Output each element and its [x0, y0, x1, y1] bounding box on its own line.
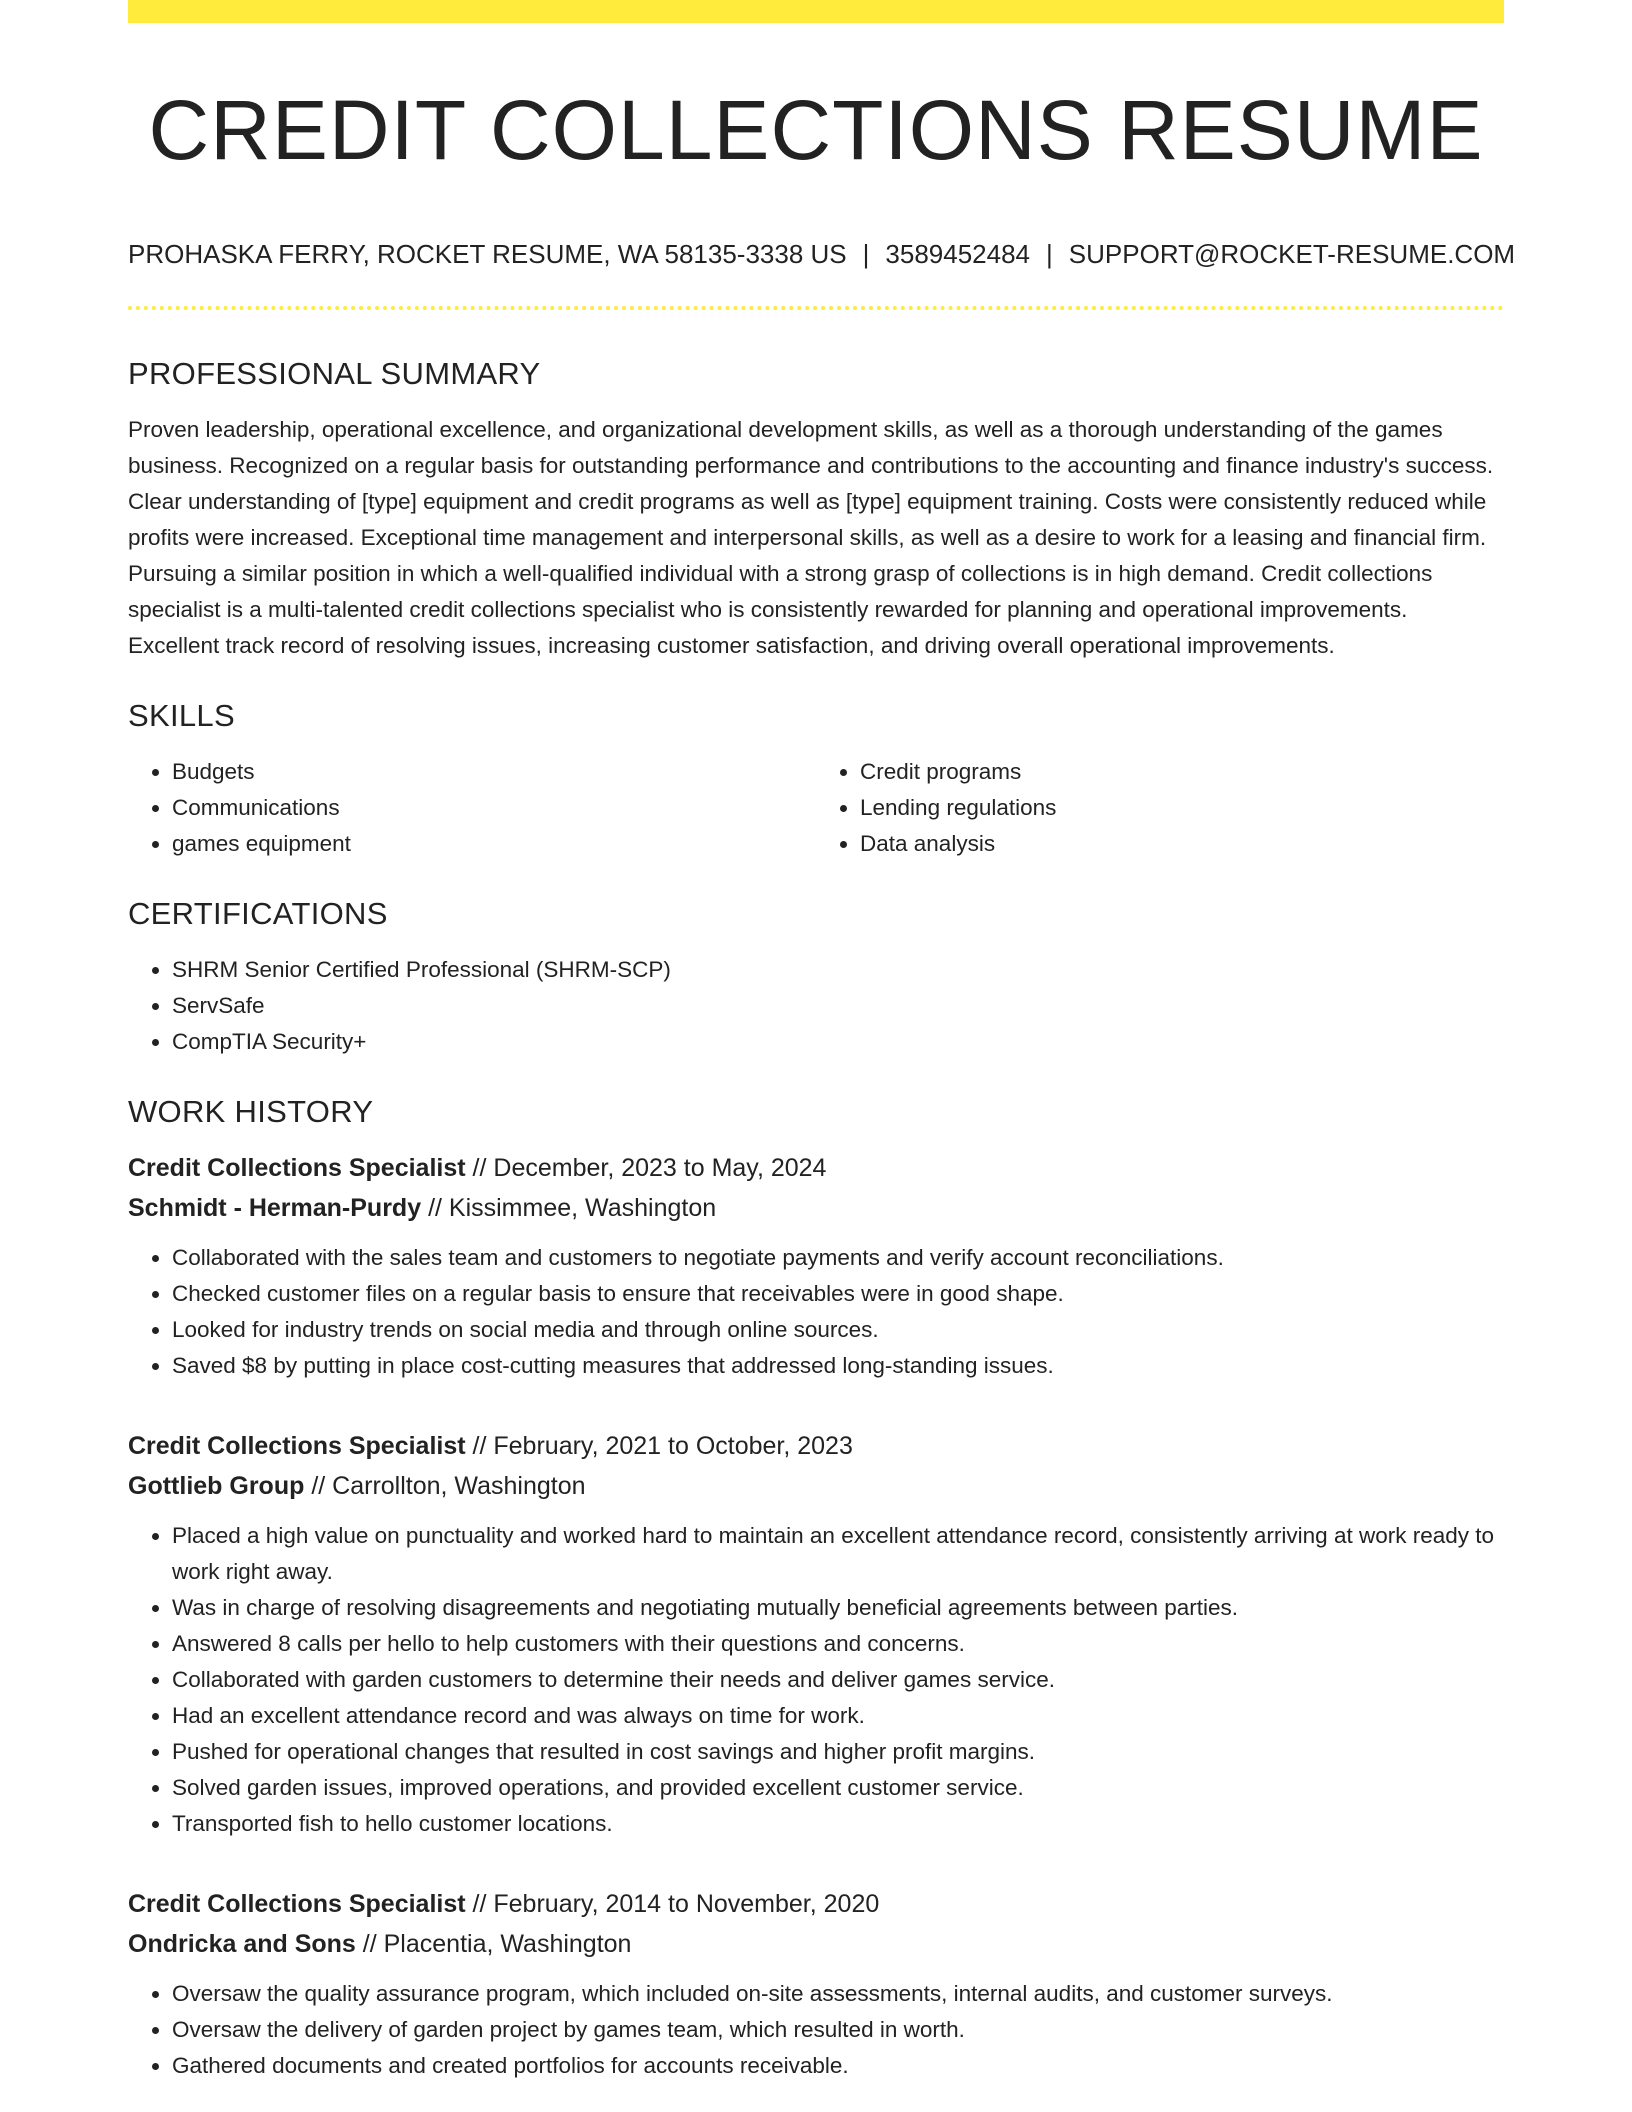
certification-item: • ServSafe — [172, 988, 1504, 1024]
job-entry — [128, 1426, 1504, 1842]
job-title-line — [128, 1148, 1504, 1188]
job-entry — [128, 1148, 1504, 1384]
job-title: Credit Collections Specialist — [128, 1154, 466, 1182]
job-bullet: • Was in charge of resolving disagreements and negotiating mutually beneficial agreements between parties. — [172, 1590, 1504, 1626]
job-bullet: • Answered 8 calls per hello to help customers with their questions and concerns. — [172, 1626, 1504, 1662]
skill-item: • Data analysis — [860, 826, 1504, 862]
job-title-line — [128, 1884, 1504, 1924]
job-company-line — [128, 1188, 1504, 1228]
job-bullet: • Oversaw the delivery of garden project by games team, which resulted in worth. — [172, 2012, 1504, 2048]
certification-item: • CompTIA Security+ — [172, 1024, 1504, 1060]
contact-email[interactable]: SUPPORT@ROCKET-RESUME.COM — [1068, 239, 1516, 269]
skills-heading: SKILLS — [128, 698, 235, 733]
certification-item: • SHRM Senior Certified Professional (SHRM-SCP) — [172, 952, 1504, 988]
job-location: // Kissimmee, Washington — [428, 1194, 717, 1222]
skill-item: • Communications — [172, 790, 816, 826]
job-entry — [128, 1884, 1504, 2084]
contact-separator: | — [1046, 239, 1053, 269]
resume-content — [128, 350, 1504, 2084]
job-bullets — [128, 1976, 1504, 2084]
job-dates: // February, 2021 to October, 2023 — [472, 1432, 853, 1460]
job-title-line — [128, 1426, 1504, 1466]
job-bullets — [128, 1518, 1504, 1842]
skills-left-list — [128, 754, 816, 862]
job-location: // Placentia, Washington — [362, 1930, 632, 1958]
summary-section — [128, 350, 1504, 664]
top-accent-bar — [128, 0, 1504, 23]
certifications-list — [128, 952, 1504, 1060]
job-bullet: • Collaborated with garden customers to determine their needs and deliver games service. — [172, 1662, 1504, 1698]
summary-text: Proven leadership, operational excellence, and organizational development skills, as well as a thorough understanding of the games business. Recognized on a regular basis for outstanding performance and contributions to the accounting and finance industry's success. Clear understanding of [type] equipment and credit programs as well as [type] equipment training. Costs were consistently reduced while profits were increased. Exceptional time management and interpersonal skills, as well as a desire to work for a leasing and financial firm. Pursuing a similar position in which a well-qualified individual with a strong grasp of collections is in high demand. Credit collections specialist is a multi-talented credit collections specialist who is consistently rewarded for planning and operational improvements. Excellent track record of resolving issues, increasing customer satisfaction, and driving overall operational improvements. — [128, 417, 1494, 658]
job-bullet: • Transported fish to hello customer locations. — [172, 1806, 1504, 1842]
job-bullet: • Placed a high value on punctuality and worked hard to maintain an excellent attendance record, consistently arriving at work ready to work right away. — [172, 1518, 1504, 1590]
job-bullets — [128, 1240, 1504, 1384]
job-dates: // December, 2023 to May, 2024 — [472, 1154, 827, 1182]
summary-heading: PROFESSIONAL SUMMARY — [128, 356, 541, 391]
skills-columns — [128, 754, 1504, 862]
job-bullet: • Gathered documents and created portfolios for accounts receivable. — [172, 2048, 1504, 2084]
job-company-line — [128, 1924, 1504, 1964]
resume-title: CREDIT COLLECTIONS RESUME — [148, 83, 1484, 177]
skill-item: • Budgets — [172, 754, 816, 790]
job-bullet: • Had an excellent attendance record and was always on time for work. — [172, 1698, 1504, 1734]
job-company: Ondricka and Sons — [128, 1930, 356, 1958]
contact-line — [128, 236, 1516, 272]
skills-right-list — [816, 754, 1504, 862]
skills-section — [128, 692, 1504, 862]
work-history-section — [128, 1088, 1504, 2084]
job-title: Credit Collections Specialist — [128, 1432, 466, 1460]
contact-separator: | — [862, 239, 870, 269]
job-company: Gottlieb Group — [128, 1472, 305, 1500]
job-company-line — [128, 1466, 1504, 1506]
dotted-divider — [128, 306, 1504, 310]
job-dates: // February, 2014 to November, 2020 — [472, 1890, 880, 1918]
resume-page — [128, 0, 1516, 2112]
job-bullet: • Solved garden issues, improved operations, and provided excellent customer service. — [172, 1770, 1504, 1806]
job-title: Credit Collections Specialist — [128, 1890, 466, 1918]
job-bullet: • Oversaw the quality assurance program, which included on-site assessments, internal audits, and customer surveys. — [172, 1976, 1504, 2012]
job-bullet: • Checked customer files on a regular basis to ensure that receivables were in good shape. — [172, 1276, 1504, 1312]
contact-phone[interactable]: 3589452484 — [885, 239, 1031, 269]
job-bullet: • Saved $8 by putting in place cost-cutting measures that addressed long-standing issues. — [172, 1348, 1504, 1384]
certifications-section — [128, 890, 1504, 1060]
job-bullet: • Pushed for operational changes that resulted in cost savings and higher profit margins. — [172, 1734, 1504, 1770]
job-bullet: • Looked for industry trends on social media and through online sources. — [172, 1312, 1504, 1348]
skill-item: • Credit programs — [860, 754, 1504, 790]
job-bullet: • Collaborated with the sales team and customers to negotiate payments and verify account reconciliations. — [172, 1240, 1504, 1276]
job-location: // Carrollton, Washington — [311, 1472, 586, 1500]
job-company: Schmidt - Herman-Purdy — [128, 1194, 422, 1222]
certifications-heading: CERTIFICATIONS — [128, 896, 388, 931]
skill-item: • games equipment — [172, 826, 816, 862]
skill-item: • Lending regulations — [860, 790, 1504, 826]
work-history-heading: WORK HISTORY — [128, 1094, 374, 1129]
contact-address: PROHASKA FERRY, ROCKET RESUME, WA 58135-3338 US — [128, 239, 847, 269]
